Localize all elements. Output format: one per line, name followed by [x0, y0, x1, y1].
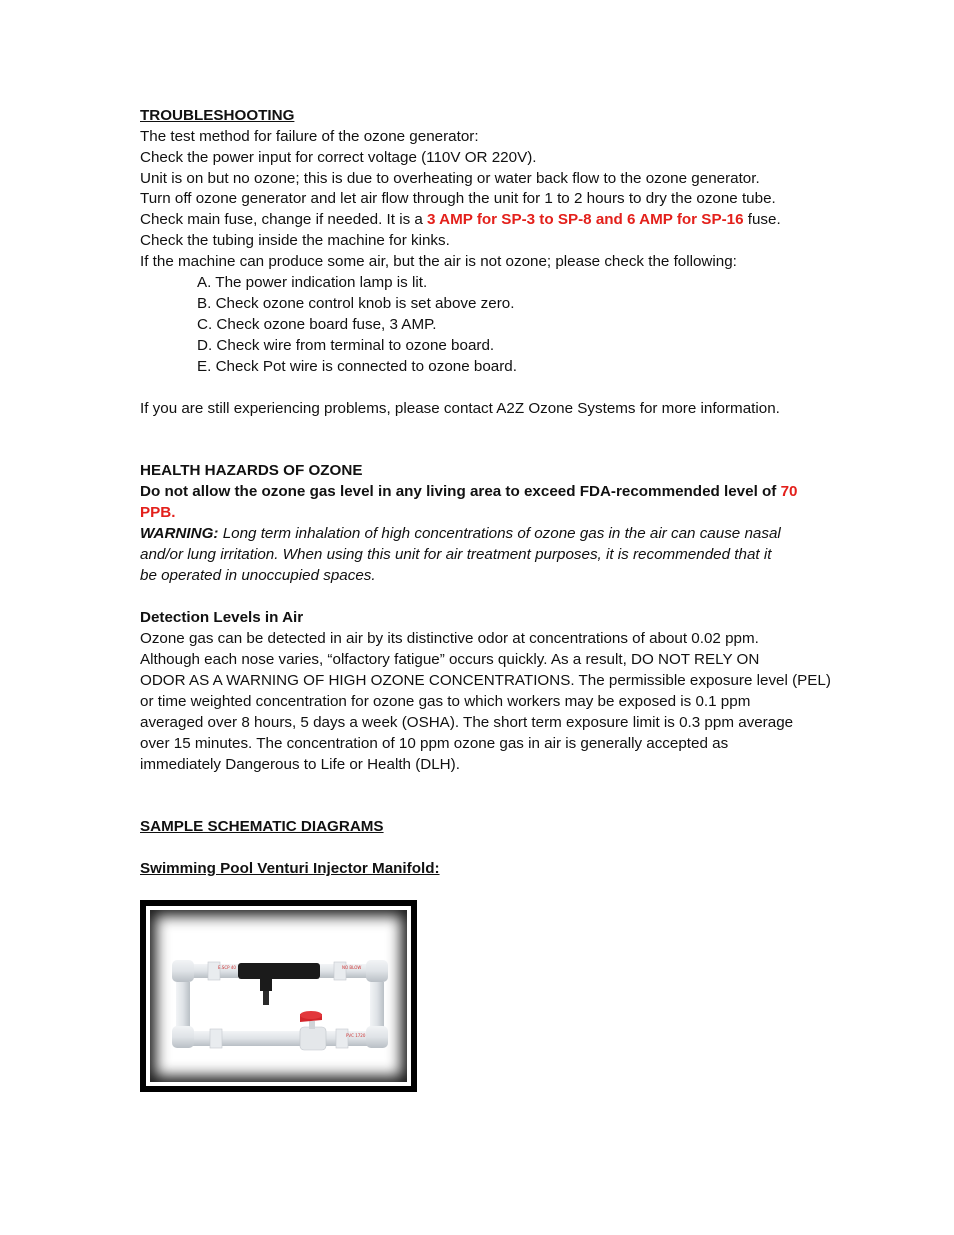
- paragraph-line: immediately Dangerous to Life or Health (DLH).: [140, 756, 460, 773]
- contact-line: If you are still experiencing problems, please contact A2Z Ozone Systems for more information.: [140, 400, 780, 417]
- paragraph-line: ODOR AS A WARNING OF HIGH OZONE CONCENTRATIONS. The permissible exposure level (PEL): [140, 672, 831, 689]
- svg-text:E.SCP 40: E.SCP 40: [218, 965, 236, 970]
- warning-label: WARNING:: [140, 525, 219, 542]
- photo-inner: [150, 910, 407, 1082]
- paragraph-line: Check the power input for correct voltage (110V OR 220V).: [140, 149, 537, 166]
- fuse-line: [140, 209, 781, 230]
- manifold-photo: [140, 900, 417, 1092]
- venturi-manifold-image: [150, 910, 407, 1082]
- fuse-rating-highlight: 3 AMP for SP-3 to SP-8 and 6 AMP for SP-16: [427, 211, 744, 228]
- paragraph-line: averaged over 8 hours, 5 days a week (OSHA). The short term exposure limit is 0.3 ppm average: [140, 714, 794, 731]
- fda-warning-line: [140, 481, 797, 502]
- paragraph-line: Although each nose varies, “olfactory fatigue” occurs quickly. As a result, DO NOT RELY ON: [140, 651, 760, 668]
- warning-line: be operated in unoccupied spaces.: [140, 567, 376, 584]
- paragraph-line: Unit is on but no ozone; this is due to overheating or water back flow to the ozone generator.: [140, 170, 760, 187]
- manifold-subheading: Swimming Pool Venturi Injector Manifold:: [140, 860, 440, 877]
- checklist-item: C. Check ozone board fuse, 3 AMP.: [197, 316, 437, 333]
- checklist-item: D. Check wire from terminal to ozone board.: [197, 337, 495, 354]
- fda-level-value: 70: [780, 483, 798, 500]
- paragraph-line: over 15 minutes. The concentration of 10 ppm ozone gas in air is generally accepted as: [140, 735, 729, 752]
- fuse-line-text: Check main fuse, change if needed. It is a: [140, 211, 428, 228]
- checklist-item: E. Check Pot wire is connected to ozone board.: [197, 358, 517, 375]
- troubleshooting-heading: TROUBLESHOOTING: [140, 107, 295, 124]
- fuse-line-text-end: fuse.: [743, 211, 781, 228]
- checklist-item: A. The power indication lamp is lit.: [197, 274, 428, 291]
- paragraph-line: Ozone gas can be detected in air by its distinctive odor at concentrations of about 0.02 ppm.: [140, 630, 759, 647]
- fda-warning-text: Do not allow the ozone gas level in any living area to exceed FDA-recommended level of: [140, 483, 781, 500]
- svg-text:NO BLOW: NO BLOW: [342, 965, 362, 970]
- schematics-heading: SAMPLE SCHEMATIC DIAGRAMS: [140, 818, 384, 835]
- detection-heading: Detection Levels in Air: [140, 609, 304, 626]
- paragraph-line: Turn off ozone generator and let air flow through the unit for 1 to 2 hours to dry the ozone tube.: [140, 190, 776, 207]
- paragraph-line: Check the tubing inside the machine for kinks.: [140, 232, 450, 249]
- fda-level-unit: PPB.: [140, 504, 176, 521]
- paragraph-line: If the machine can produce some air, but the air is not ozone; please check the following:: [140, 253, 737, 270]
- warning-text: Long term inhalation of high concentrations of ozone gas in the air can cause nasal: [218, 525, 781, 542]
- photo-mat: [146, 906, 411, 1086]
- paragraph-line: or time weighted concentration for ozone gas to which workers may be exposed is 0.1 ppm: [140, 693, 751, 710]
- health-heading: HEALTH HAZARDS OF OZONE: [140, 462, 363, 479]
- warning-line: and/or lung irritation. When using this unit for air treatment purposes, it is recommended that it: [140, 546, 772, 563]
- checklist-item: B. Check ozone control knob is set above zero.: [197, 295, 515, 312]
- svg-text:PVC 1720: PVC 1720: [346, 1033, 366, 1038]
- paragraph-line: The test method for failure of the ozone generator:: [140, 128, 479, 145]
- warning-line: [140, 523, 781, 544]
